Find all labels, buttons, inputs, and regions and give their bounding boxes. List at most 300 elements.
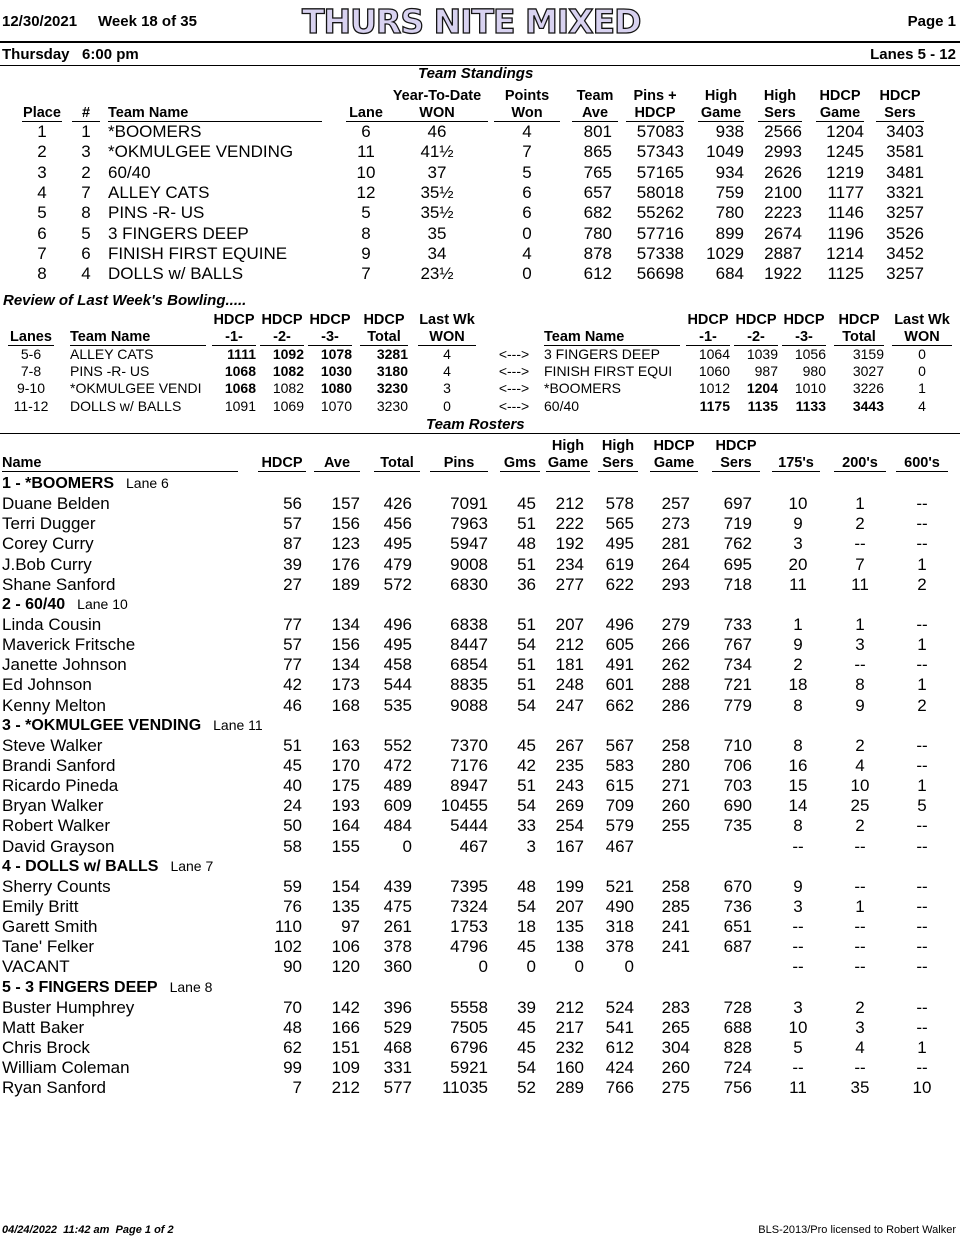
col-points-top: Points xyxy=(504,88,550,104)
review-g1: 1091 xyxy=(224,397,256,414)
roster-high-sers: 491 xyxy=(605,655,634,675)
review-opp-won: 0 xyxy=(918,363,926,380)
roster-hdcp-game: 285 xyxy=(661,896,690,916)
roster-count-175: 8 xyxy=(793,735,803,755)
review-g1: 1068 xyxy=(224,363,256,380)
roster-high-sers: 496 xyxy=(605,614,634,634)
col-points-won: Won xyxy=(494,105,560,122)
roster-pins: 8447 xyxy=(450,635,488,655)
roster-high-sers: 766 xyxy=(605,1078,634,1098)
standings-lane: 5 xyxy=(361,203,371,223)
roster-count-200: -- xyxy=(854,836,866,856)
roster-ave: 155 xyxy=(331,836,360,856)
review-won: 3 xyxy=(443,380,451,397)
col-place: Place xyxy=(23,105,61,121)
roster-total: 0 xyxy=(402,836,412,856)
roster-count-175: -- xyxy=(792,1058,804,1078)
col-total-top: HDCP xyxy=(363,312,405,328)
standings-high-sers: 2100 xyxy=(764,182,802,202)
standings-place: 1 xyxy=(37,122,47,141)
roster-player-name: Linda Cousin xyxy=(2,614,102,634)
roster-gms: 18 xyxy=(517,917,536,937)
roster-hdcp-game: 275 xyxy=(661,1078,690,1098)
team-heading-lane: Lane 6 xyxy=(126,475,169,491)
review-g3: 1070 xyxy=(320,397,352,414)
roster-hdcp-game: 286 xyxy=(661,695,690,715)
col-600s: 600's xyxy=(896,455,948,472)
col-ytd-won: WON xyxy=(386,105,488,122)
roster-gms: 48 xyxy=(517,876,536,896)
roster-count-200: 10 xyxy=(850,776,870,796)
standings-hdcp-game: 1219 xyxy=(826,162,864,182)
roster-ave: 166 xyxy=(331,1017,360,1037)
roster-high-game: 269 xyxy=(555,796,584,816)
roster-high-game: 243 xyxy=(555,776,584,796)
roster-count-175: 3 xyxy=(793,534,803,554)
roster-player-name: Janette Johnson xyxy=(2,655,127,675)
roster-ave: 156 xyxy=(331,514,360,534)
standings-team-name: FINISH FIRST EQUINE xyxy=(108,243,288,263)
standings-team-ave: 657 xyxy=(583,182,612,202)
roster-hdcp: 76 xyxy=(283,896,302,916)
roster-hdcp-game: 266 xyxy=(661,635,690,655)
standings-high-game: 899 xyxy=(715,223,744,243)
roster-pins: 5947 xyxy=(450,534,488,554)
review-won: 0 xyxy=(443,397,451,414)
review-lanes: 5-6 xyxy=(20,346,42,362)
standings-team-name: PINS -R- US xyxy=(108,203,205,223)
roster-high-game: 267 xyxy=(555,735,584,755)
roster-gms: 33 xyxy=(517,816,536,836)
roster-high-sers: 619 xyxy=(605,554,634,574)
roster-count-175: 9 xyxy=(793,514,803,534)
review-g2: 1092 xyxy=(272,346,304,362)
team-heading-lane: Lane 10 xyxy=(77,595,128,612)
roster-total: 535 xyxy=(383,695,412,715)
roster-count-600: -- xyxy=(916,534,928,554)
roster-count-600: 1 xyxy=(917,1037,927,1057)
roster-count-200: 11 xyxy=(851,574,869,594)
col-opp-lastwk-top: Last Wk xyxy=(894,312,950,328)
roster-count-175: 3 xyxy=(793,896,803,916)
review-lanes: 7-8 xyxy=(20,363,42,380)
roster-count-600: -- xyxy=(916,876,928,896)
report-date: 12/30/2021 xyxy=(2,13,78,30)
roster-count-175: 10 xyxy=(788,1017,808,1037)
roster-total: 495 xyxy=(383,534,412,554)
col-g1-top: HDCP xyxy=(213,312,255,328)
standings-team-ave: 765 xyxy=(583,162,612,182)
roster-count-175: 3 xyxy=(793,997,803,1017)
roster-hdcp: 48 xyxy=(283,1017,302,1037)
roster-pins: 5558 xyxy=(450,997,488,1017)
standings-team-name: 3 FINGERS DEEP xyxy=(108,223,249,243)
review-opp-won: 1 xyxy=(918,380,926,397)
col-hdcp-sers-top: HDCP xyxy=(715,438,757,454)
roster-hdcp: 50 xyxy=(283,816,302,836)
roster-hdcp-sers: 728 xyxy=(723,997,752,1017)
standings-place: 5 xyxy=(37,203,47,223)
roster-ave: 212 xyxy=(331,1078,360,1098)
roster-high-game: 0 xyxy=(574,957,584,977)
roster-hdcp: 58 xyxy=(283,836,302,856)
roster-count-600: -- xyxy=(916,1058,928,1078)
col-lane: Lane xyxy=(346,105,386,122)
review-g3: 1030 xyxy=(320,363,352,380)
roster-total: 458 xyxy=(383,655,412,675)
standings-high-sers: 2993 xyxy=(764,142,802,162)
roster-hdcp: 57 xyxy=(283,514,302,534)
roster-count-200: -- xyxy=(854,957,866,977)
team-heading-title: 2 - 60/40 xyxy=(2,595,66,613)
roster-count-600: -- xyxy=(916,514,928,534)
standings-hdcp-sers: 3321 xyxy=(886,182,924,202)
roster-hdcp-game: 304 xyxy=(661,1037,690,1057)
roster-ave: 134 xyxy=(331,655,360,675)
roster-player-name: Matt Baker xyxy=(2,1017,85,1037)
col-player-name: Name xyxy=(2,455,238,472)
roster-count-600: -- xyxy=(916,614,928,634)
roster-hdcp-game: 288 xyxy=(661,675,690,695)
roster-high-game: 207 xyxy=(555,896,584,916)
standings-ytd-won: 35½ xyxy=(420,182,454,202)
roster-gms: 39 xyxy=(517,997,536,1017)
standings-ytd-won: 23½ xyxy=(420,264,454,284)
roster-hdcp: 110 xyxy=(274,917,302,937)
roster-pins: 5444 xyxy=(450,816,488,836)
roster-count-200: 1 xyxy=(855,614,865,634)
roster-total: 479 xyxy=(383,554,412,574)
roster-high-sers: 521 xyxy=(605,876,634,896)
col-high-game-top: High xyxy=(704,88,738,104)
roster-pins: 467 xyxy=(459,836,488,856)
roster-hdcp-sers: 690 xyxy=(723,796,752,816)
day-time: Thursday 6:00 pm xyxy=(2,46,139,63)
roster-gms: 48 xyxy=(517,534,536,554)
col-team-ave-top: Team xyxy=(576,88,614,104)
standings-high-game: 684 xyxy=(715,264,744,284)
roster-pins: 11035 xyxy=(441,1078,488,1098)
standings-high-game: 780 xyxy=(715,203,744,223)
roster-ave: 97 xyxy=(341,917,360,937)
roster-gms: 54 xyxy=(517,896,536,916)
roster-player-name: Chris Brock xyxy=(2,1037,90,1057)
roster-hdcp-game: 258 xyxy=(661,876,690,896)
roster-total: 609 xyxy=(383,796,412,816)
review-g3: 1080 xyxy=(320,380,352,397)
roster-hdcp: 90 xyxy=(283,957,302,977)
team-heading-title: 4 - DOLLS w/ BALLS xyxy=(2,857,159,875)
roster-ave: 173 xyxy=(331,675,360,695)
col-hdcp-game-top: HDCP xyxy=(653,438,695,454)
col-total: Total xyxy=(360,329,408,346)
team-heading xyxy=(2,475,169,493)
roster-hdcp-game: 241 xyxy=(661,937,690,957)
roster-total: 456 xyxy=(383,514,412,534)
roster-high-game: 217 xyxy=(555,1017,584,1037)
roster-count-200: 4 xyxy=(855,1037,865,1057)
standings-lane: 8 xyxy=(361,223,371,243)
roster-total: 489 xyxy=(383,776,412,796)
roster-player-name: Maverick Fritsche xyxy=(2,635,136,655)
roster-hdcp: 51 xyxy=(283,735,302,755)
standings-points-won: 0 xyxy=(522,264,532,284)
roster-count-600: -- xyxy=(916,937,928,957)
roster-hdcp-game: 281 xyxy=(661,534,690,554)
roster-count-175: 16 xyxy=(788,755,808,775)
roster-player-name: Ed Johnson xyxy=(2,675,92,695)
roster-player-name: Kenny Melton xyxy=(2,695,106,715)
roster-ave: 163 xyxy=(331,735,360,755)
roster-count-600: -- xyxy=(916,896,928,916)
roster-hdcp: 39 xyxy=(283,554,302,574)
standings-hdcp-game: 1146 xyxy=(827,203,864,223)
roster-hdcp-game: 279 xyxy=(661,614,690,634)
team-heading-lane: Lane 8 xyxy=(169,978,213,995)
roster-pins: 7176 xyxy=(450,755,488,775)
roster-count-600: -- xyxy=(916,957,928,977)
roster-count-175: -- xyxy=(792,836,804,856)
standings-hdcp-game: 1214 xyxy=(826,243,864,263)
review-opp-team: *BOOMERS xyxy=(544,380,622,397)
review-tot: 3281 xyxy=(376,346,408,362)
standings-ytd-won: 34 xyxy=(427,243,447,263)
standings-high-sers: 2887 xyxy=(764,243,802,263)
standings-team-num: 4 xyxy=(81,264,91,284)
roster-count-600: 2 xyxy=(917,574,927,594)
roster-hdcp: 56 xyxy=(283,494,302,514)
roster-count-200: 8 xyxy=(855,675,865,695)
roster-player-name: Robert Walker xyxy=(2,816,111,836)
review-g2: 1082 xyxy=(272,363,304,380)
review-og3: 980 xyxy=(802,363,826,380)
standings-points-won: 6 xyxy=(522,182,532,202)
team-heading-title: 5 - 3 FINGERS DEEP xyxy=(2,978,158,996)
col-ave: Ave xyxy=(314,455,360,472)
standings-team-num: 1 xyxy=(81,122,91,141)
col-high-game: Game xyxy=(698,105,744,122)
standings-team-ave: 612 xyxy=(583,264,612,284)
roster-gms: 54 xyxy=(517,1058,536,1078)
col-hdcp-game: Game xyxy=(650,455,698,472)
roster-pins: 10455 xyxy=(440,796,488,816)
standings-team-num: 3 xyxy=(81,142,91,162)
col-pins-top: Pins + xyxy=(633,88,677,104)
roster-gms: 45 xyxy=(517,494,536,514)
standings-pins-hdcp: 57716 xyxy=(636,223,684,243)
roster-high-game: 234 xyxy=(555,554,584,574)
roster-count-600: 5 xyxy=(917,796,927,816)
roster-hdcp-game: 257 xyxy=(661,494,690,514)
roster-high-sers: 578 xyxy=(605,494,634,514)
col-hdcp: HDCP xyxy=(258,455,306,472)
roster-high-game: 135 xyxy=(555,917,584,937)
roster-ave: 193 xyxy=(331,796,360,816)
roster-high-game: 160 xyxy=(555,1058,584,1078)
standings-points-won: 7 xyxy=(522,142,532,162)
roster-gms: 45 xyxy=(517,1037,536,1057)
roster-gms: 45 xyxy=(517,1017,536,1037)
col-175s: 175's xyxy=(772,455,820,472)
roster-total: 472 xyxy=(383,755,412,775)
roster-high-sers: 541 xyxy=(605,1017,634,1037)
review-opp-team: 60/40 xyxy=(544,397,580,414)
review-opp-team: FINISH FIRST EQUI xyxy=(544,363,673,380)
roster-high-sers: 601 xyxy=(605,675,634,695)
review-g1: 1068 xyxy=(224,380,256,397)
roster-count-200: -- xyxy=(854,917,866,937)
roster-count-175: 9 xyxy=(793,635,803,655)
roster-hdcp-sers: 756 xyxy=(723,1078,752,1098)
review-title: Review of Last Week's Bowling..... xyxy=(3,292,247,309)
standings-high-game: 934 xyxy=(715,162,744,182)
team-heading xyxy=(2,596,128,614)
roster-hdcp: 99 xyxy=(283,1058,302,1078)
roster-hdcp-sers: 779 xyxy=(723,695,752,715)
roster-gms: 51 xyxy=(517,675,536,695)
roster-hdcp: 57 xyxy=(283,635,302,655)
roster-pins: 8947 xyxy=(450,776,488,796)
col-opp-g2: -2- xyxy=(734,329,778,346)
roster-count-600: -- xyxy=(916,836,928,856)
col-opp-team: Team Name xyxy=(544,329,680,346)
roster-count-200: 2 xyxy=(855,735,865,755)
roster-high-sers: 709 xyxy=(605,796,634,816)
standings-pins-hdcp: 56698 xyxy=(636,264,684,284)
review-og3: 1056 xyxy=(794,346,826,362)
standings-high-game: 1029 xyxy=(706,243,744,263)
col-opp-total: Total xyxy=(834,329,884,346)
review-og1: 1012 xyxy=(698,380,730,397)
roster-total: 544 xyxy=(383,675,412,695)
roster-hdcp: 27 xyxy=(283,574,302,594)
roster-high-game: 277 xyxy=(555,574,584,594)
roster-count-175: 5 xyxy=(793,1037,803,1057)
standings-team-num: 5 xyxy=(81,223,91,243)
roster-count-600: -- xyxy=(916,917,928,937)
roster-high-sers: 579 xyxy=(605,816,634,836)
roster-hdcp: 77 xyxy=(283,614,302,634)
col-opp-g1-top: HDCP xyxy=(687,312,729,328)
roster-pins: 7324 xyxy=(450,896,488,916)
lanes-range: Lanes 5 - 12 xyxy=(870,46,956,63)
standings-place: 2 xyxy=(37,142,47,162)
standings-high-game: 938 xyxy=(715,122,744,141)
review-og2: 1204 xyxy=(746,380,778,397)
roster-hdcp-sers: 735 xyxy=(723,816,752,836)
roster-hdcp-sers: 670 xyxy=(723,876,752,896)
standings-lane: 11 xyxy=(357,142,375,162)
roster-player-name: Ryan Sanford xyxy=(2,1078,106,1098)
license-note: BLS-2013/Pro licensed to Robert Walker xyxy=(758,1224,956,1236)
col-lastwk-top: Last Wk xyxy=(419,312,475,328)
roster-player-name: Brandi Sanford xyxy=(2,755,116,775)
roster-hdcp: 42 xyxy=(283,675,302,695)
roster-high-sers: 424 xyxy=(605,1058,634,1078)
standings-pins-hdcp: 57165 xyxy=(636,162,684,182)
col-high-sers: Sers xyxy=(598,455,638,472)
standings-team-ave: 801 xyxy=(583,122,612,141)
standings-place: 7 xyxy=(37,243,47,263)
standings-hdcp-sers: 3452 xyxy=(886,243,924,263)
roster-total: 552 xyxy=(383,735,412,755)
roster-hdcp: 77 xyxy=(283,655,302,675)
roster-gms: 45 xyxy=(517,937,536,957)
week-label: Week 18 of 35 xyxy=(98,13,197,30)
roster-high-sers: 567 xyxy=(605,735,634,755)
standings-hdcp-sers: 3581 xyxy=(886,142,924,162)
review-og3: 1010 xyxy=(794,380,826,397)
roster-total: 261 xyxy=(383,917,412,937)
roster-ave: 106 xyxy=(331,937,360,957)
review-won: 4 xyxy=(443,346,451,362)
col-hdcp-sers-top: HDCP xyxy=(879,88,921,104)
roster-high-game: 212 xyxy=(555,494,584,514)
team-heading-title: 1 - *BOOMERS xyxy=(2,475,115,492)
col-opp-g2-top: HDCP xyxy=(735,312,777,328)
standings-high-game: 1049 xyxy=(706,142,744,162)
team-heading xyxy=(2,979,212,997)
roster-ave: 170 xyxy=(331,755,360,775)
roster-high-sers: 583 xyxy=(605,755,634,775)
col-g2: -2- xyxy=(260,329,304,346)
standings-team-ave: 865 xyxy=(583,142,612,162)
standings-hdcp-game: 1245 xyxy=(826,142,864,162)
league-title: THURS NITE MIXED xyxy=(302,2,641,41)
roster-hdcp-sers: 703 xyxy=(723,776,752,796)
roster-total: 529 xyxy=(383,1017,412,1037)
roster-player-name: Terri Dugger xyxy=(2,514,96,534)
roster-count-600: -- xyxy=(916,997,928,1017)
roster-player-name: Emily Britt xyxy=(2,896,79,916)
roster-player-name: William Coleman xyxy=(2,1058,130,1078)
roster-high-sers: 378 xyxy=(605,937,634,957)
review-team: *OKMULGEE VENDI xyxy=(70,380,202,397)
page-number: Page 1 xyxy=(907,13,956,30)
standings-ytd-won: 46 xyxy=(427,122,447,141)
roster-ave: 175 xyxy=(331,776,360,796)
standings-team-name: *BOOMERS xyxy=(108,122,202,141)
roster-hdcp: 59 xyxy=(283,876,302,896)
col-g3-top: HDCP xyxy=(309,312,351,328)
review-og2: 1135 xyxy=(747,397,778,414)
roster-high-game: 181 xyxy=(555,655,584,675)
roster-hdcp-sers: 697 xyxy=(723,494,752,514)
header-rule xyxy=(0,41,960,43)
standings-hdcp-sers: 3403 xyxy=(886,122,924,141)
roster-count-175: 11 xyxy=(789,1078,807,1098)
roster-hdcp-game: 271 xyxy=(661,776,690,796)
roster-hdcp-sers: 736 xyxy=(723,896,752,916)
col-pins: Pins xyxy=(430,455,488,472)
col-hdcp-game-top: HDCP xyxy=(819,88,861,104)
vs-arrow: <---> xyxy=(498,380,530,397)
roster-hdcp-sers: 724 xyxy=(723,1058,752,1078)
roster-count-200: 7 xyxy=(855,554,865,574)
col-num: # xyxy=(72,105,100,122)
standings-place: 3 xyxy=(37,162,47,182)
review-team: PINS -R- US xyxy=(70,363,150,380)
roster-hdcp-sers: 767 xyxy=(723,635,752,655)
col-high-sers-top: High xyxy=(763,88,797,104)
standings-place: 6 xyxy=(37,223,47,243)
standings-ytd-won: 35 xyxy=(427,223,447,243)
review-tot: 3180 xyxy=(376,363,408,380)
roster-player-name: Sherry Counts xyxy=(2,876,111,896)
roster-ave: 135 xyxy=(331,896,360,916)
roster-high-game: 199 xyxy=(555,876,584,896)
roster-player-name: Garett Smith xyxy=(2,917,98,937)
